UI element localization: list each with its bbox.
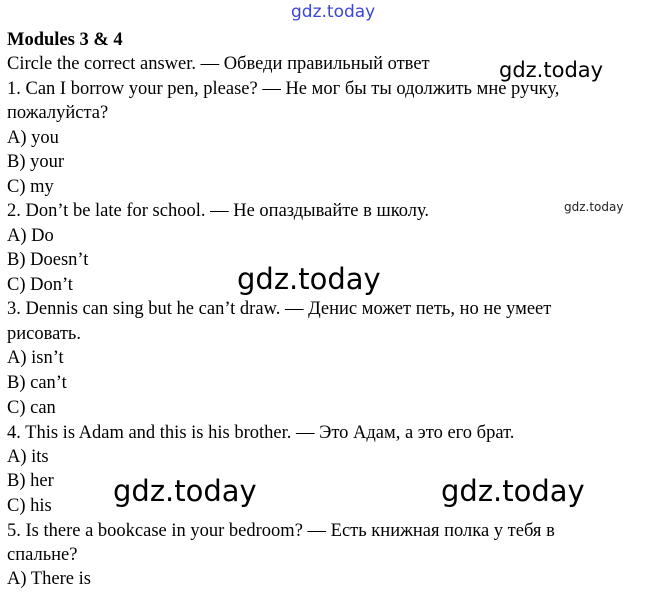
question-1-prompt-line-2: пожалуйста? — [7, 103, 109, 123]
page-title: Modules 3 & 4 — [7, 30, 123, 50]
question-3-option-a: A) isn’t — [7, 348, 64, 368]
watermark-bottom-left: gdz.today — [113, 474, 257, 508]
question-5-prompt-line-2: спальне? — [7, 545, 78, 565]
question-4-prompt-line-1: 4. This is Adam and this is his brother. — Это Адам, а это его брат. — [7, 423, 515, 443]
question-3-prompt-line-2: рисовать. — [7, 324, 81, 344]
question-3-option-b: B) can’t — [7, 373, 67, 393]
question-4-option-c: C) his — [7, 496, 52, 516]
watermark-top: gdz.today — [291, 2, 376, 22]
question-2-option-c: C) Don’t — [7, 275, 73, 295]
question-5-prompt-line-1: 5. Is there a bookcase in your bedroom? — Есть книжная полка у тебя в — [7, 521, 555, 541]
question-4-option-b: B) her — [7, 471, 54, 491]
watermark-center: gdz.today — [237, 262, 381, 296]
question-2-prompt-line-1: 2. Don’t be late for school. — Не опаздывайте в школу. — [7, 201, 430, 221]
watermark-header-right: gdz.today — [499, 58, 604, 82]
watermark-bottom-right: gdz.today — [441, 474, 585, 508]
question-3-prompt-line-1: 3. Dennis can sing but he can’t draw. — Денис может петь, но не умеет — [7, 299, 552, 319]
question-5-option-a: A) There is — [7, 569, 91, 589]
question-3-option-c: C) can — [7, 398, 56, 418]
question-2-option-a: A) Do — [7, 226, 54, 246]
question-1-option-b: B) your — [7, 152, 65, 172]
instruction-text: Circle the correct answer. — Обведи правильный ответ — [7, 54, 430, 74]
question-2-option-b: B) Doesn’t — [7, 250, 89, 270]
question-1-prompt-line-1: 1. Can I borrow your pen, please? — Не мог бы ты одолжить мне ручку, — [7, 79, 560, 99]
question-4-option-a: A) its — [7, 447, 49, 467]
question-1-option-c: C) my — [7, 177, 54, 197]
watermark-small-right: gdz.today — [564, 200, 624, 214]
question-1-option-a: A) you — [7, 128, 59, 148]
